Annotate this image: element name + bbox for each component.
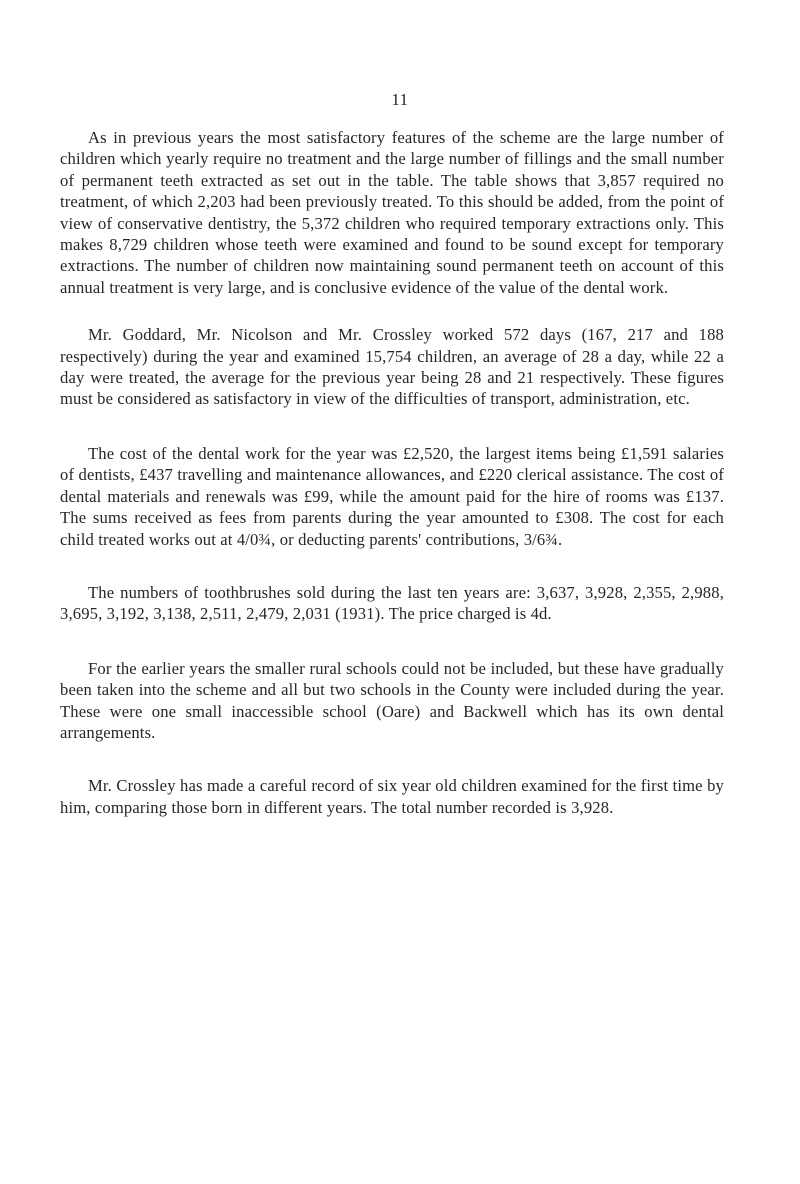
- page-number: 11: [391, 90, 409, 109]
- body-text: [60, 127, 724, 844]
- paragraph-cost: The cost of the dental work for the year was £2,520, the largest items being £1,591 salaries of dentists, £437 travelling and maintenance allowances, and £220 clerical assistance. The cost of dental materials and renewals was £99, while the amount paid for the hire of rooms was £137. The sums received as fees from parents during the year amounted to £308. The cost for each child treated works out at 4/0¾, or deducting parents' contributions, 3/6¾.: [60, 443, 724, 549]
- paragraph-conservative-dentistry: As in previous years the most satisfactory features of the scheme are the large number of children which yearly require no treatment and the large number of fillings and the small number of permanent teeth extracted as set out in the table. The table shows that 3,857 required no treatment, of which 2,203 had been previously treated. To this should be added, from the point of view of conservative dentistry, the 5,372 children who required temporary extractions only. This makes 8,729 children whose teeth were examined and found to be sound except for temporary extractions. The number of children now maintaining sound permanent teeth on account of this annual treatment is very large, and is conclusive evidence of the value of the dental work.: [60, 128, 724, 297]
- paragraph-dentists-work: Mr. Goddard, Mr. Nicolson and Mr. Crossley worked 572 days (167, 217 and 188 respectively) during the year and examined 15,754 children, an average of 28 a day, while 22 a day were treated, the average for the previous year being 28 and 21 respectively. These figures must be considered as satisfactory in view of the difficulties of transport, administration, etc.: [60, 325, 724, 409]
- paragraph-six-year-olds: Mr. Crossley has made a careful record of six year old children examined for the first time by him, comparing those born in different years. The total number recorded is 3,928.: [60, 776, 724, 817]
- paragraph-rural-schools: For the earlier years the smaller rural schools could not be included, but these have gradually been taken into the scheme and all but two schools in the County were included during the year. These were one small inaccessible school (Oare) and Backwell which has its own dental arrangements.: [60, 658, 724, 742]
- paragraph-toothbrushes: The numbers of toothbrushes sold during the last ten years are: 3,637, 3,928, 2,355, 2,988, 3,695, 3,192, 3,138, 2,511, 2,479, 2,031 (1931). The price charged is 4d.: [60, 582, 724, 624]
